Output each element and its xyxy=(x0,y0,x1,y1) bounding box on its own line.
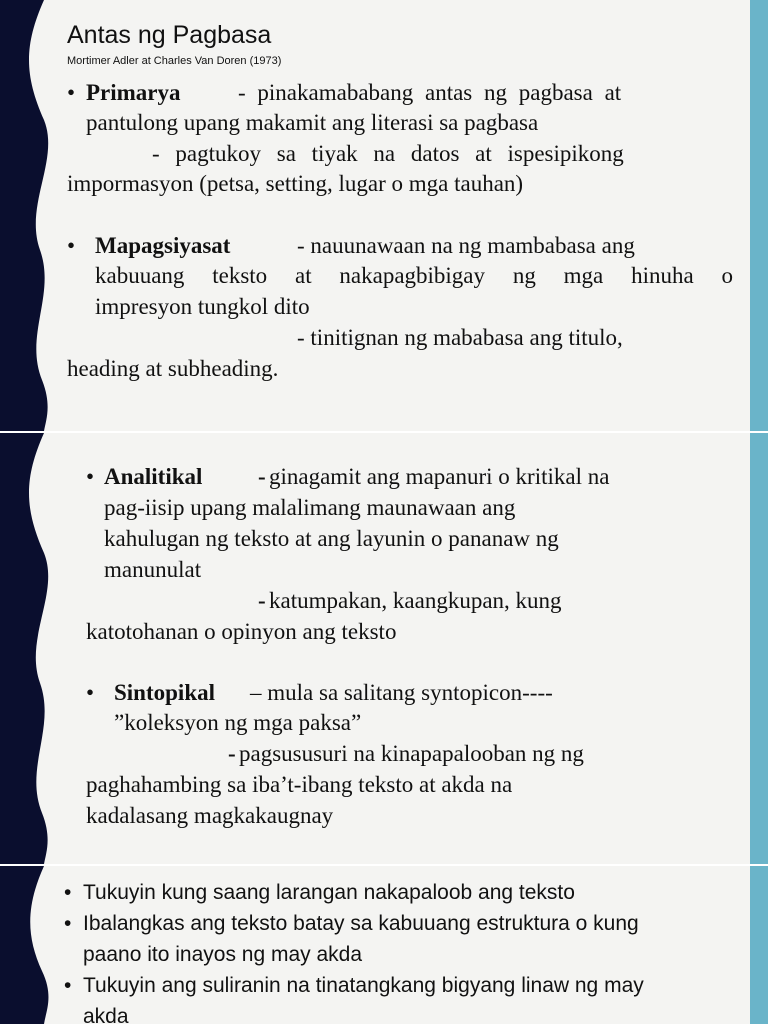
wave-decoration xyxy=(0,0,60,431)
bullet: • xyxy=(64,974,72,997)
bullet: • xyxy=(67,80,76,105)
slide-3 xyxy=(0,866,768,1024)
wave-decoration xyxy=(0,866,60,1024)
bullet: • xyxy=(67,233,76,258)
wave-decoration xyxy=(0,433,60,864)
bullet: • xyxy=(86,680,95,705)
mapagsiyasat-line-3: impresyon tungkol dito xyxy=(95,294,310,319)
primarya-line-1: - pinakamababang antas ng pagbasa at xyxy=(238,80,622,105)
mapagsiyasat-line-4: - tinitignan ng mababasa ang titulo, xyxy=(297,325,623,350)
analitikal-line-4: manunulat xyxy=(104,557,202,582)
analitikal-line-1: ginagamit ang mapanuri o kritikal na xyxy=(269,464,610,489)
mapagsiyasat-line-2: kabuuang teksto at nakapagbibigay ng mga hinuha o xyxy=(95,263,733,288)
term-mapagsiyasat: Mapagsiyasat xyxy=(95,233,231,258)
list-item-1-line-1: Tukuyin kung saang larangan nakapaloob ang teksto xyxy=(83,881,575,904)
sintopikal-line-2: ”koleksyon ng mga paksa” xyxy=(114,710,362,735)
analitikal-dash-2: - xyxy=(258,588,266,613)
analitikal-line-2: pag-iisip upang malalimang maunawaan ang xyxy=(104,495,516,520)
slide-1 xyxy=(0,0,768,431)
mapagsiyasat-line-1: - nauunawaan na ng mambabasa ang xyxy=(297,233,635,258)
slide-2 xyxy=(0,433,768,864)
list-item-2-line-2: paano ito inayos ng may akda xyxy=(83,943,363,966)
sintopikal-line-1: – mula sa salitang syntopicon---- xyxy=(250,680,553,705)
term-sintopikal: Sintopikal xyxy=(114,680,215,705)
list-item-3-line-1: Tukuyin ang suliranin na tinatangkang bigyang linaw ng may xyxy=(83,974,644,997)
accent-stripe xyxy=(750,866,768,1024)
slide-subtitle: Mortimer Adler at Charles Van Doren (1973) xyxy=(67,55,282,67)
primarya-line-2: pantulong upang makamit ang literasi sa pagbasa xyxy=(86,110,539,135)
analitikal-line-3: kahulugan ng teksto at ang layunin o pananaw ng xyxy=(104,526,559,551)
slide-title: Antas ng Pagbasa xyxy=(67,21,272,49)
term-primarya: Primarya xyxy=(86,80,181,105)
analitikal-dash: - xyxy=(258,464,266,489)
analitikal-line-6: katotohanan o opinyon ang teksto xyxy=(86,619,397,644)
sintopikal-line-5: kadalasang magkakaugnay xyxy=(86,803,334,828)
list-item-3-line-2: akda xyxy=(83,1005,129,1024)
sintopikal-line-4: paghahambing sa iba’t-ibang teksto at akda na xyxy=(86,772,513,797)
bullet: • xyxy=(64,912,72,935)
bullet: • xyxy=(64,881,72,904)
sintopikal-line-3: pagsususuri na kinapapalooban ng ng xyxy=(239,741,584,766)
primarya-line-3: - pagtukoy sa tiyak na datos at ispesipikong xyxy=(152,141,624,166)
accent-stripe xyxy=(750,433,768,864)
mapagsiyasat-line-5: heading at subheading. xyxy=(67,356,279,381)
term-analitikal: Analitikal xyxy=(104,464,203,489)
analitikal-line-5: katumpakan, kaangkupan, kung xyxy=(269,588,562,613)
sintopikal-dash: - xyxy=(228,741,236,766)
list-item-2-line-1: Ibalangkas ang teksto batay sa kabuuang estruktura o kung xyxy=(83,912,639,935)
bullet: • xyxy=(86,464,95,489)
primarya-line-4: impormasyon (petsa, setting, lugar o mga tauhan) xyxy=(67,171,524,196)
accent-stripe xyxy=(750,0,768,431)
